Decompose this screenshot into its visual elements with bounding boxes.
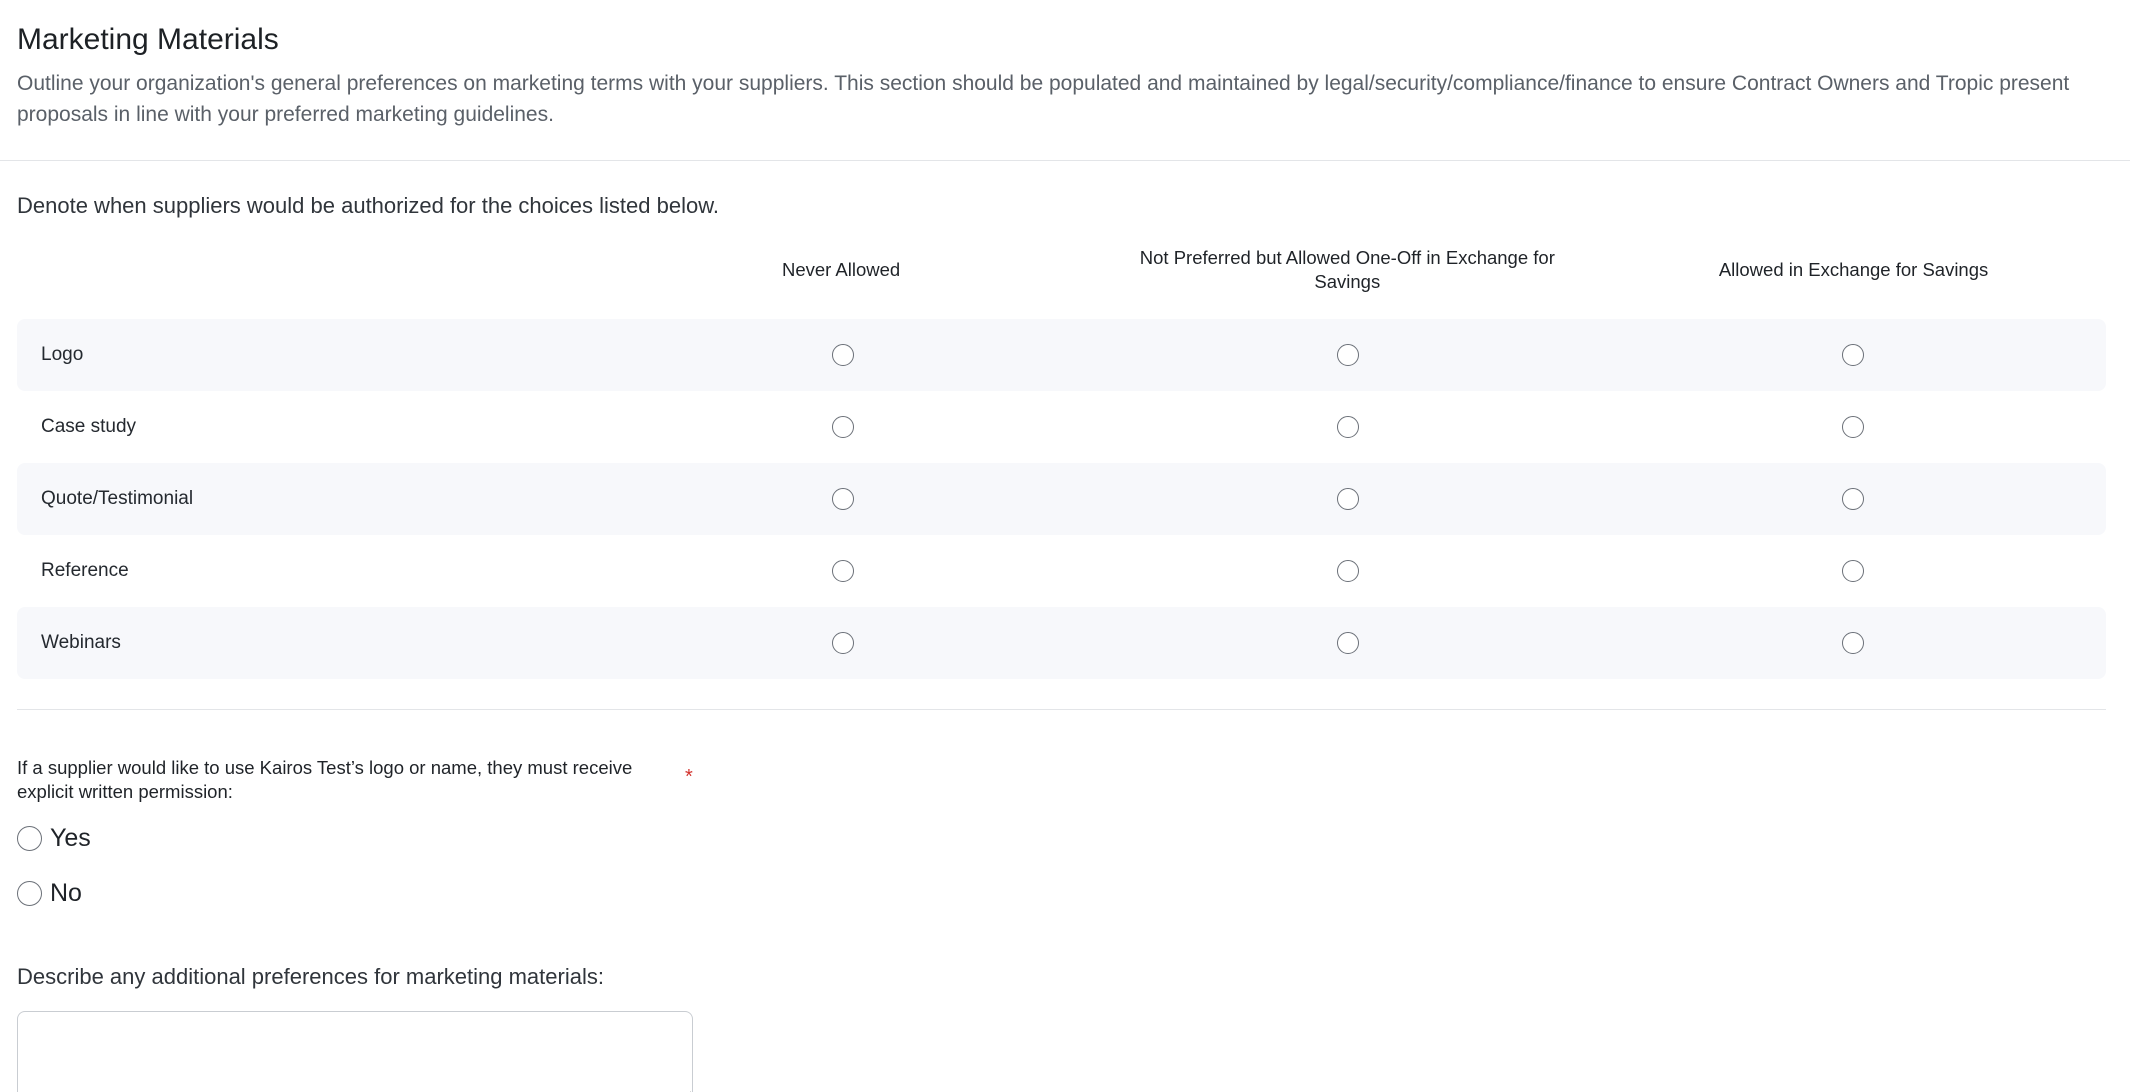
required-asterisk: *: [685, 766, 693, 788]
column-header-allowed-for-savings: Allowed in Exchange for Savings: [1718, 259, 1989, 280]
option-label-no[interactable]: No: [50, 879, 82, 907]
radio-cell: [590, 632, 1095, 654]
case-study-never-allowed-radio[interactable]: [832, 416, 854, 438]
quote-allowed-for-savings-radio[interactable]: [1842, 488, 1864, 510]
webinars-allowed-one-off-radio[interactable]: [1337, 632, 1359, 654]
matrix-row-webinars: [17, 607, 2106, 679]
matrix-row-quote-testimonial: [17, 463, 2106, 535]
matrix-row-reference: [17, 535, 2106, 607]
row-label: Quote/Testimonial: [41, 488, 194, 509]
matrix-row-case-study: [17, 391, 2106, 463]
logo-never-allowed-radio[interactable]: [832, 344, 854, 366]
row-label: Logo: [41, 344, 84, 365]
option-yes[interactable]: [17, 824, 2106, 853]
radio-cell: [1095, 560, 1600, 582]
radio-cell: [1095, 632, 1600, 654]
form-content: [0, 191, 2130, 1092]
page-description: Outline your organization's general preferences on marketing terms with your suppliers. This section should be populated and maintained by legal/security/compliance/finance to ensure Contract Owners and Tropic present proposals in line with your preferred marketing guidelines.: [17, 72, 2070, 126]
no-radio[interactable]: [17, 881, 42, 906]
radio-cell: [1095, 416, 1600, 438]
reference-never-allowed-radio[interactable]: [832, 560, 854, 582]
logo-allowed-one-off-radio[interactable]: [1337, 344, 1359, 366]
radio-cell: [1601, 560, 2106, 582]
radio-cell: [1095, 488, 1600, 510]
matrix-header: [17, 243, 2106, 297]
case-study-allowed-for-savings-radio[interactable]: [1842, 416, 1864, 438]
section-header: [0, 0, 2130, 161]
quote-allowed-one-off-radio[interactable]: [1337, 488, 1359, 510]
radio-cell: [1095, 344, 1600, 366]
authorization-matrix: [17, 243, 2106, 679]
case-study-allowed-one-off-radio[interactable]: [1337, 416, 1359, 438]
webinars-allowed-for-savings-radio[interactable]: [1842, 632, 1864, 654]
question-text: If a supplier would like to use Kairos Test’s logo or name, they must receive explicit written permission:: [17, 757, 633, 802]
row-label: Case study: [41, 416, 137, 437]
radio-cell: [1601, 488, 2106, 510]
option-label-yes[interactable]: Yes: [50, 824, 91, 852]
option-no[interactable]: [17, 879, 2106, 908]
yes-radio[interactable]: [17, 826, 42, 851]
webinars-never-allowed-radio[interactable]: [832, 632, 854, 654]
matrix-row-logo: [17, 319, 2106, 391]
radio-cell: [590, 416, 1095, 438]
column-header-never-allowed: Never Allowed: [781, 259, 901, 280]
radio-cell: [590, 488, 1095, 510]
radio-cell: [1601, 416, 2106, 438]
section-divider: [17, 709, 2106, 710]
column-header-allowed-one-off: Not Preferred but Allowed One-Off in Exchange for Savings: [1139, 247, 1555, 292]
matrix-prompt: Denote when suppliers would be authorized for the choices listed below.: [17, 193, 719, 218]
row-label: Reference: [41, 560, 129, 581]
additional-preferences-textarea[interactable]: [17, 1011, 693, 1092]
row-label: Webinars: [41, 632, 121, 653]
logo-allowed-for-savings-radio[interactable]: [1842, 344, 1864, 366]
page-title: Marketing Materials: [17, 23, 279, 56]
reference-allowed-one-off-radio[interactable]: [1337, 560, 1359, 582]
reference-allowed-for-savings-radio[interactable]: [1842, 560, 1864, 582]
radio-cell: [1601, 632, 2106, 654]
quote-never-allowed-radio[interactable]: [832, 488, 854, 510]
additional-preferences-prompt: Describe any additional preferences for marketing materials:: [17, 964, 604, 989]
radio-cell: [590, 560, 1095, 582]
logo-permission-question: [17, 756, 697, 804]
radio-cell: [590, 344, 1095, 366]
radio-cell: [1601, 344, 2106, 366]
